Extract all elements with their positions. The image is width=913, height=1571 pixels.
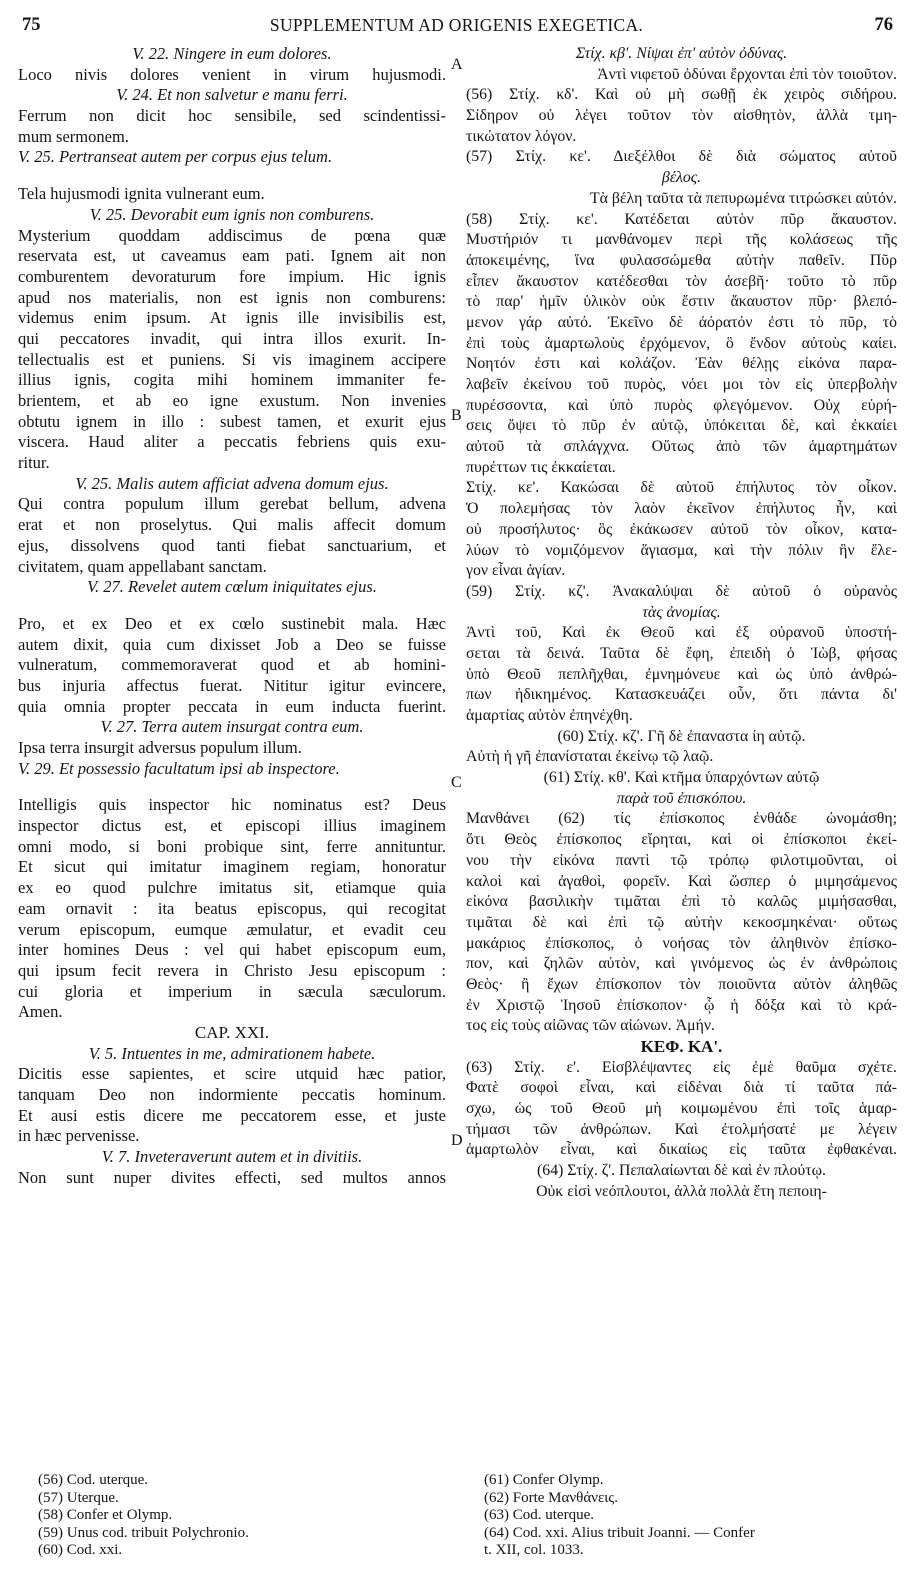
greek-text-line: γον εἶναι ἁγίαν. bbox=[466, 562, 566, 580]
latin-text-line: obtutu ignem in illo : subest tamen, et exurit ejus bbox=[18, 411, 446, 431]
footnote: (57) Uterque. bbox=[38, 1489, 119, 1506]
greek-text-line: νου τὴν εἰκόνα παντὶ τῷ τρόπῳ φιλοτιμοῦνται, οἱ bbox=[466, 851, 897, 869]
latin-text-line: quia omnia propter peccata in eum inducta fuerint. bbox=[18, 696, 446, 716]
latin-text-line: autem dixit, quia cum dixisset Job a Deo se fuisse bbox=[18, 634, 446, 654]
latin-text-line: V. 27. Terra autem insurgat contra eum. bbox=[100, 717, 364, 737]
greek-text-line: (64) Στίχ. ζ'. Πεπαλαίωνται δὲ καὶ ἐν πλούτῳ. bbox=[537, 1162, 826, 1180]
footnote: (63) Cod. uterque. bbox=[484, 1507, 594, 1523]
latin-text-line: Dicitis esse sapientes, et scire utquid hæc patior, bbox=[18, 1064, 446, 1084]
margin-letter-c: C bbox=[451, 774, 462, 791]
greek-text-line: πων ἠδικημένος. Κατασκευάζει οὖν, ὅτι πάντα δι' bbox=[466, 686, 897, 704]
greek-text-line: Αὐτὴ ἡ γῆ ἐπανίσταται ἐκείνῳ τῷ λαῷ. bbox=[466, 748, 714, 766]
greek-text-line: σεται τὰ δεινά. Ταῦτα δὲ ἔφη, ἐπειδὴ ὁ Ἰὼβ, φήσας bbox=[466, 644, 897, 662]
latin-text-line: comburentem devoraturum fore impium. Hic ignis bbox=[18, 266, 446, 286]
latin-text-line: Tela hujusmodi ignita vulnerant eum. bbox=[18, 184, 265, 204]
greek-text-line: (57) Στίχ. κε'. Διεξέλθοι δὲ διὰ σώματος αὐτοῦ bbox=[466, 148, 897, 166]
latin-text-line: omni modo, si boni probique sint, ferre annituntur. bbox=[18, 836, 446, 856]
page-number-right: 76 bbox=[874, 15, 893, 35]
latin-text-line: cui gloria et imperium in sæcula sæculorum. bbox=[18, 981, 446, 1001]
latin-text-line: viscera. Haud aliter a peccatis febriens quis exu- bbox=[18, 432, 446, 452]
greek-footnotes bbox=[484, 1472, 884, 1560]
greek-text-line: Φατὲ σοφοὶ εἶναι, καὶ εἰδέναι διὰ τί ταῦτα πά- bbox=[466, 1079, 897, 1097]
greek-text-line: Σίδηρον οὐ λέγει τοῦτον τὸν αἰσθητὸν, ἀλλὰ τμη- bbox=[466, 107, 897, 125]
greek-text-line: λύων τὸ νομιζόμενον ἅγιασμα, καὶ τὴν πόλιν ἣν ἔλε- bbox=[466, 541, 897, 559]
greek-text-line: Μυστήριόν τι μανθάνομεν περὶ τῆς κολάσεως τῆς bbox=[466, 231, 897, 249]
greek-text-line: σεις ὄψει τὸ πῦρ ἐν αὐτῷ, ὑπόκειται δὲ, καὶ ἐκκαίει bbox=[466, 417, 897, 435]
greek-text-line: ὅτι Θεὸς ἐπίσκοπος εἴρηται, καὶ οἱ ἐπίσκοποι ἐκεί- bbox=[466, 831, 897, 849]
footnote: (59) Unus cod. tribuit Polychronio. bbox=[38, 1524, 249, 1541]
running-title: SUPPLEMENTUM AD ORIGENIS EXEGETICA. bbox=[269, 15, 644, 35]
margin-letter-a: A bbox=[451, 56, 463, 73]
greek-text-line: πυρέττων τις ἐκκαίεται. bbox=[466, 458, 616, 476]
greek-text-line: Νοητόν ἐστι καὶ κολάζον. Ἐὰν θέλῃς εἰκόνα παρα- bbox=[466, 355, 897, 373]
greek-text-line: καλοὶ καὶ ἀγαθοὶ, φορεῖν. Καὶ ὥσπερ ὁ μιμησάμενος bbox=[466, 872, 897, 890]
spacer bbox=[18, 168, 446, 184]
footnote: (60) Cod. xxi. bbox=[38, 1542, 123, 1558]
greek-text-line: ὑπὸ Θεοῦ πεπλῆχθαι, ἐμνημόνευε καὶ ὡς ὑπὸ ἀνθρώ- bbox=[466, 665, 897, 683]
greek-text-line: Τὰ βέλη ταῦτα τὰ πεπυρωμένα τιτρώσκει αὐτόν. bbox=[590, 189, 897, 207]
latin-text-line: Amen. bbox=[18, 1002, 63, 1022]
spacer bbox=[18, 598, 446, 614]
latin-text-line: V. 22. Ningere in eum dolores. bbox=[132, 44, 332, 63]
footnote: (62) Forte Μανθάνεις. bbox=[484, 1489, 618, 1506]
greek-text-line: τὰς ἀνομίας. bbox=[642, 603, 721, 621]
latin-text-line: ejus, dissolvens quod tanti fiebat sanctuarium, et bbox=[18, 535, 446, 555]
latin-column bbox=[18, 44, 446, 1188]
latin-text-line: Qui contra populum illum gerebat bellum, advena bbox=[18, 494, 446, 514]
latin-text-line: Et ausi estis dicere me peccatorem esse, et juste bbox=[18, 1105, 446, 1125]
greek-text-line: (59) Στίχ. κζ'. Ἀνακαλύψαι δὲ αὐτοῦ ὁ οὐρανὸς bbox=[466, 582, 897, 600]
greek-text-line: σχω, ὡς τοῦ Θεοῦ μὴ κοιμωμένου ἐπὶ τοῖς ἁμαρ- bbox=[466, 1100, 897, 1118]
latin-text-line: qui ipsum fecit revera in Christo Jesu episcopum : bbox=[18, 960, 446, 980]
greek-text-line: τιμᾶται δὲ καὶ ἐπὶ τῷ αὐτὴν κεκοσμηκέναι· οὕτως bbox=[466, 913, 897, 931]
greek-text-line: εἶπεν ἄκαυστον κατέδεσθαι τὸν ἀσεβῆ· τοῦτο τὸ πῦρ bbox=[466, 272, 897, 290]
greek-text-line: ἀποκειμένης, ἵνα φυλασσώμεθα αὐτὴν παθεῖν. Πῦρ bbox=[466, 251, 897, 269]
greek-text-line: αὐτοῦ τὰ σπλάγχνα. Οὕτως ἀπὸ τῶν ἁμαρτημάτων bbox=[466, 438, 897, 456]
greek-column bbox=[466, 44, 897, 1203]
latin-text-line: Loco nivis dolores venient in virum hujusmodi. bbox=[18, 64, 446, 84]
latin-text-line: Intelligis quis inspector hic nominatus est? Deus bbox=[18, 795, 446, 815]
latin-text-line: apud nos materialis, non est ignis non comburens: bbox=[18, 287, 446, 307]
greek-text-line: βέλος. bbox=[661, 169, 702, 187]
latin-text-line: eam ornavit : ita beatus episcopus, qui recogitat bbox=[18, 898, 446, 918]
latin-text-line: videmus enim ipsum. At ignis ille invisibilis est, bbox=[18, 308, 446, 328]
latin-text-line: mum sermonem. bbox=[18, 126, 129, 146]
latin-text-line: qui peccatores invadit, qui intra illos exurit. In- bbox=[18, 328, 446, 348]
greek-text-line: τὸ παρ' ἡμῖν ὑλικὸν οὐκ ἔστιν ἄκαυστον πῦρ· βλεπό- bbox=[466, 293, 897, 311]
spacer bbox=[18, 779, 446, 795]
greek-text-line: μενον γάρ αὐτό. Ἐκεῖνο δὲ ἀόρατόν ἐστι τὸ πῦρ, τὸ bbox=[466, 313, 897, 331]
greek-text-line: Στίχ. κβ'. Νίψαι ἐπ' αὐτὸν ὀδύνας. bbox=[575, 45, 788, 62]
greek-text-line: μακάριος ἐπίσκοπος, ὁ νοήσας τὸν ἀληθινὸν ἐπίσκο- bbox=[466, 934, 897, 952]
latin-text-line: Ferrum non dicit hoc sensibile, sed scindentissi- bbox=[18, 106, 446, 126]
latin-text-line: ex eo quod pulchre imitatus sit, etiamque quia bbox=[18, 878, 446, 898]
margin-letter-b: B bbox=[451, 407, 462, 424]
latin-text-line: V. 27. Revelet autem cœlum iniquitates ejus. bbox=[87, 577, 377, 597]
greek-text-line: (60) Στίχ. κζ'. Γῆ δὲ ἐπαναστα ίη αὐτῷ. bbox=[557, 727, 806, 745]
latin-text-line: verum episcopum, eumque æmulatur, et evadit ceu bbox=[18, 919, 446, 939]
latin-text-line: V. 25. Devorabit eum ignis non comburens. bbox=[89, 204, 375, 224]
footnote: (56) Cod. uterque. bbox=[38, 1472, 148, 1488]
greek-text-line: λαβεῖν ἐκείνου τοῦ πυρὸς, νόει μοι τὸν εἰς ὑπερβολὴν bbox=[466, 376, 897, 393]
greek-text-line: οὐ προσήλυτος· ὃς ἐκάκωσεν αὐτοῦ τὸν οἶκον, κατα- bbox=[466, 520, 897, 538]
greek-text-line: Ὁ πολεμήσας τὸν λαὸν ἐκεῖνον ἐπήλυτος ἦν, καὶ bbox=[466, 500, 897, 518]
latin-text-line: V. 25. Pertranseat autem per corpus ejus telum. bbox=[18, 147, 333, 167]
greek-text-line: τικώτατον λόγον. bbox=[466, 127, 577, 145]
latin-text-line: inter homines Deus : vel qui habet episcopum eum, bbox=[18, 940, 446, 960]
footnote: (64) Cod. xxi. Alius tribuit Joanni. — Confer bbox=[484, 1524, 755, 1541]
latin-text-line: civitatem, quam appellabant sanctam. bbox=[18, 556, 267, 576]
chapter-heading: ΚΕΦ. ΚΑ'. bbox=[640, 1037, 723, 1056]
latin-text-line: V. 5. Intuentes in me, admirationem habete. bbox=[88, 1043, 376, 1063]
latin-text-line: erat et non proselytus. Qui malis affecit domum bbox=[18, 515, 446, 535]
latin-text-line: bus injuria affectus fuerat. Nititur igitur evincere, bbox=[18, 675, 446, 695]
latin-text-line: brientem, et ab eo igne exustum. Non invenies bbox=[18, 391, 446, 410]
greek-text-line: ἁμαρτωλὸν εἶναι, καὶ δικαίως εἰς ταῦτα ἐφθακέναι. bbox=[466, 1141, 897, 1159]
margin-letter-d: D bbox=[451, 1132, 463, 1149]
greek-text-line: Οὐκ εἰσὶ νεόπλουτοι, ἀλλὰ πολλὰ ἔτη πεποιη- bbox=[536, 1182, 827, 1200]
footnote: t. XII, col. 1033. bbox=[484, 1542, 584, 1558]
greek-text-line: Ἀντὶ νιφετοῦ ὀδύναι ἔρχονται ἐπὶ τὸν τοιοῦτον. bbox=[597, 65, 897, 83]
greek-text-line: Ἀντὶ τοῦ, Καὶ ἐκ Θεοῦ καὶ ἐξ οὐρανοῦ ὑποστή- bbox=[466, 624, 897, 642]
footnote: (58) Confer et Olymp. bbox=[38, 1507, 173, 1523]
greek-text-line: πυρέσσοντα, καὶ ὑπὸ πυρὸς φλεγόμενον. Οὐχ εὑρή- bbox=[466, 396, 897, 414]
latin-text-line: ritur. bbox=[18, 453, 50, 473]
chapter-heading: CAP. XXI. bbox=[194, 1022, 270, 1042]
latin-text-line: tanquam Deo non indormiente peccatis hominum. bbox=[18, 1085, 446, 1104]
greek-text-line: Μανθάνει (62) τίς ἐπίσκοπος ἐνθάδε ὠνομάσθη; bbox=[466, 810, 897, 828]
greek-text-line: (61) Στίχ. κθ'. Καὶ κτῆμα ὑπαρχόντων αὐτῷ bbox=[543, 769, 820, 787]
latin-text-line: in hæc pervenisse. bbox=[18, 1126, 140, 1146]
greek-text-line: εἰκόνα βασιλικὴν τιμᾶται ἐπὶ τὸ καλῶς μιμήσασθαι, bbox=[466, 893, 897, 911]
greek-text-line: τήμασι τῶν ἀνθρώπων. Καὶ ἐτολμήσατέ με λέγειν bbox=[466, 1120, 897, 1138]
page-number-left: 75 bbox=[22, 15, 41, 35]
footnote: (61) Confer Olymp. bbox=[484, 1472, 604, 1488]
latin-text-line: V. 25. Malis autem afficiat advena domum ejus. bbox=[75, 473, 389, 493]
greek-text-line: ἐν Χριστῷ Ἰησοῦ ἐπίσκοπον· ᾧ ἡ δόξα καὶ τὸ κρά- bbox=[466, 996, 897, 1014]
latin-text-line: V. 29. Et possessio facultatum ipsi ab inspectore. bbox=[18, 758, 340, 778]
latin-text-line: Pro, et ex Deo et ex cœlo sustinebit mala. Hæc bbox=[18, 613, 446, 633]
latin-text-line: V. 7. Inveteraverunt autem et in divitiis. bbox=[101, 1147, 363, 1167]
latin-text-line: illius ignis, cogita mihi hominem immaniter fe- bbox=[18, 370, 446, 390]
greek-text-line: ἁμαρτίας αὐτὸν ἐπηνέχθη. bbox=[466, 707, 633, 724]
latin-text-line: vulneratum, commemoraverat quod et ab homini- bbox=[18, 655, 446, 675]
latin-text-line: Et sicut qui imitatur imaginem regiam, honoratur bbox=[18, 857, 446, 877]
greek-text-line: Στίχ. κε'. Κακώσαι δὲ αὐτοῦ ἐπήλυτος τὸν οἶκον. bbox=[466, 479, 897, 497]
latin-text-line: Mysterium quoddam addiscimus de pœna quæ bbox=[18, 225, 446, 245]
latin-text-line: inspector dictus est, et episcopi illius imaginem bbox=[18, 816, 446, 836]
latin-footnotes bbox=[38, 1472, 438, 1560]
greek-text-line: (58) Στίχ. κε'. Κατέδεται αὐτὸν πῦρ ἄκαυστον. bbox=[466, 210, 897, 228]
latin-text-line: reservata est, ut caveamus eam pati. Ignem ait non bbox=[18, 246, 446, 266]
greek-text-line: πον, καὶ ζηλῶν αὐτὸν, καὶ γινόμενος ὡς ἐν ἀνθρώποις bbox=[466, 955, 897, 973]
greek-text-line: ἐπὶ τοὺς ἁμαρτωλοὺς ἐρχόμενον, ὃ ἔνδον αὐτοὺς καίει. bbox=[466, 334, 897, 352]
greek-text-line: παρὰ τοῦ ἐπισκόπου. bbox=[616, 789, 747, 807]
latin-text-line: Ipsa terra insurgit adversus populum illum. bbox=[18, 738, 302, 757]
greek-text-line: (56) Στίχ. κδ'. Καὶ οὐ μὴ σωθῇ ἐκ χειρὸς σιδήρου. bbox=[466, 86, 897, 104]
latin-text-line: Non sunt nuper divites effecti, sed multos annos bbox=[18, 1167, 446, 1187]
latin-text-line: V. 24. Et non salvetur e manu ferri. bbox=[116, 85, 348, 105]
greek-text-line: τος εἰς τοὺς αἰῶνας τῶν αἰώνων. Ἀμήν. bbox=[466, 1017, 715, 1035]
greek-text-line: (63) Στίχ. ε'. Εἰσβλέψαντες εἰς ἐμὲ θαῦμα σχέτε. bbox=[466, 1058, 897, 1076]
greek-text-line: Θεὸς· ἢ ἔχων ἐπίσκοπον τὸν ποιοῦντα αὐτὸν ἀληθῶς bbox=[466, 975, 897, 993]
latin-text-line: tellectualis est et puniens. Si vis imaginem accipere bbox=[18, 349, 446, 369]
